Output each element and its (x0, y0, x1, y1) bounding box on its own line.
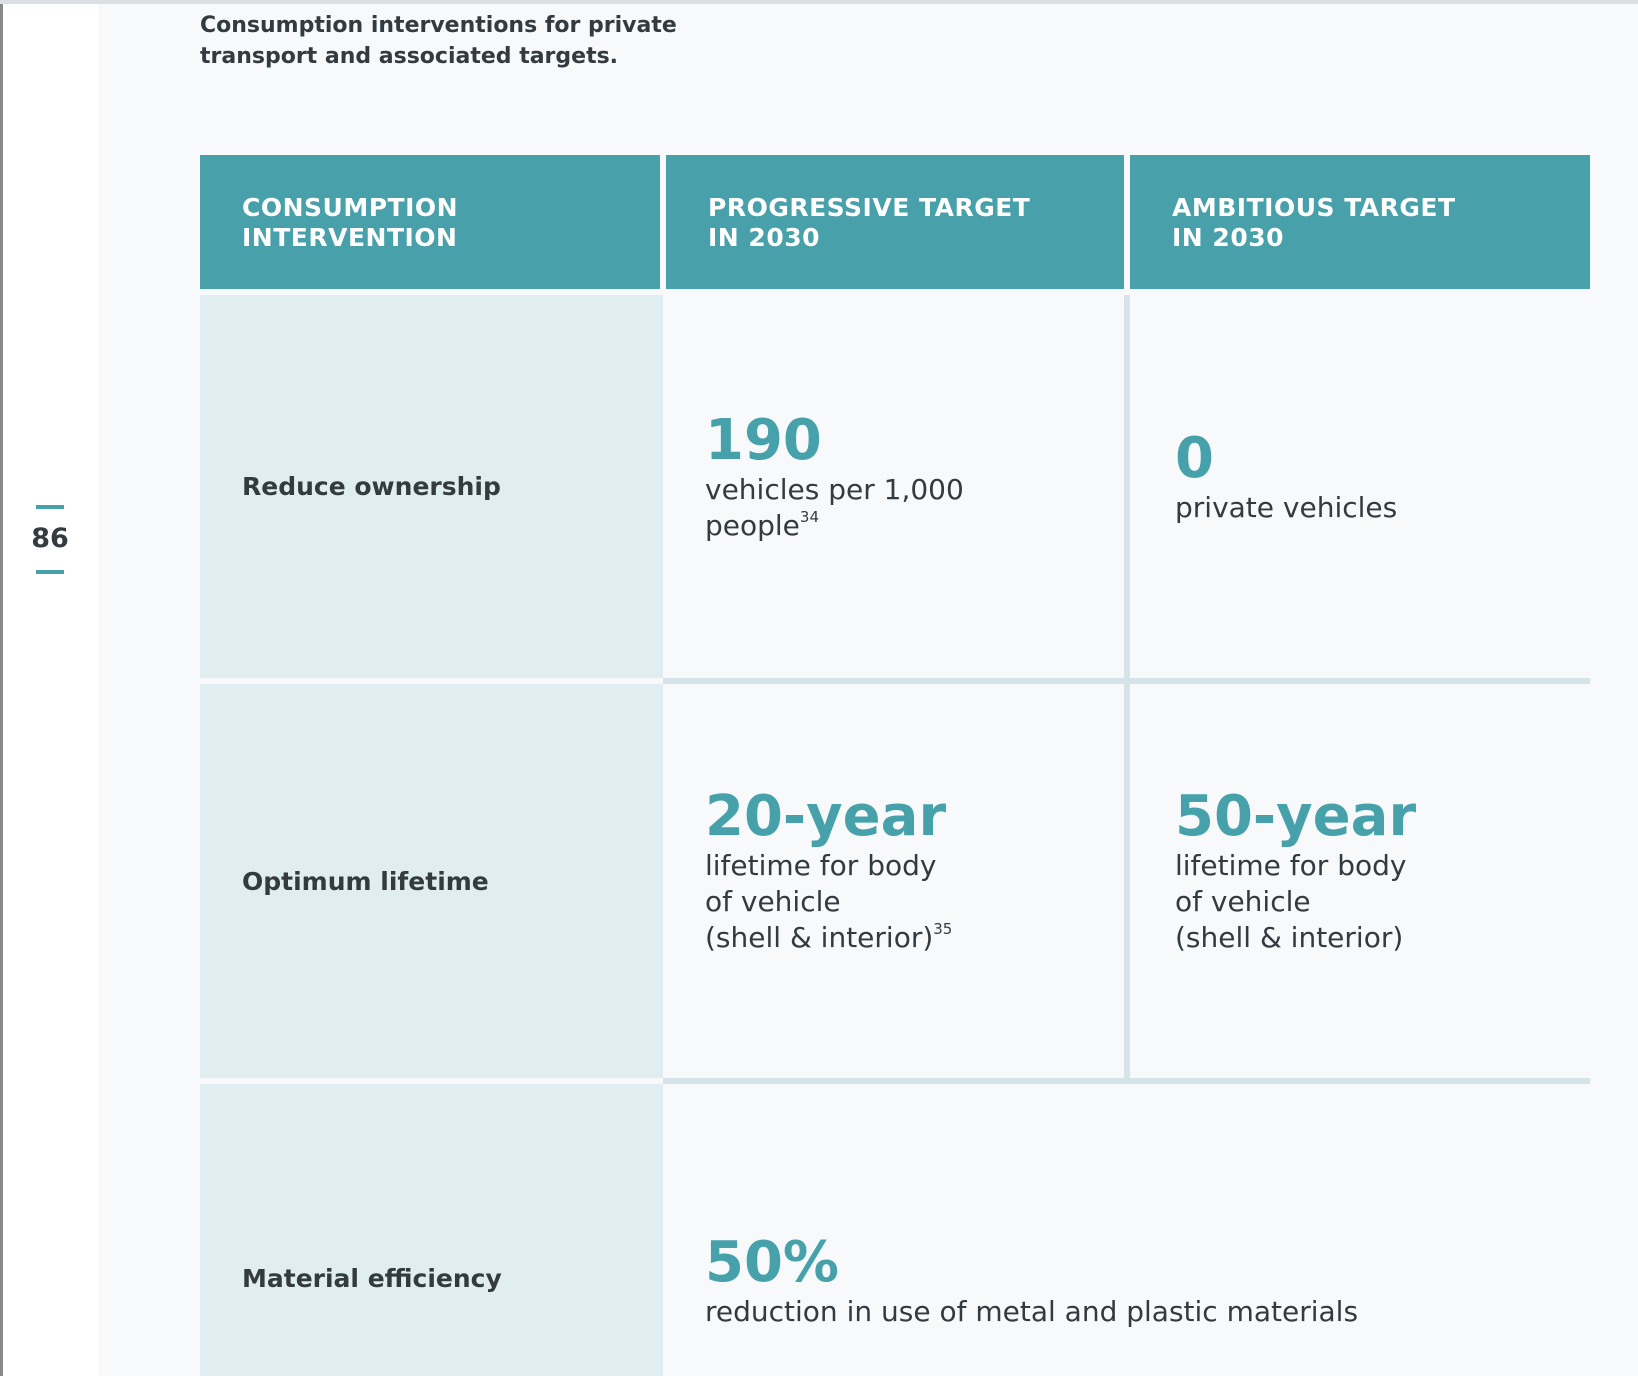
intervention-label: Optimum lifetime (242, 866, 489, 896)
page-number-marker (30, 505, 70, 574)
header-label: CONSUMPTION INTERVENTION (242, 193, 459, 252)
target-description (705, 848, 1127, 956)
target-value: 190 (705, 407, 822, 473)
header-consumption-intervention (200, 155, 660, 289)
progressive-target-cell (663, 684, 1127, 1078)
progressive-target-cell (663, 295, 1127, 678)
caption-text: Consumption interventions for private transport and associated targets. (200, 13, 677, 69)
top-divider (0, 0, 1638, 4)
description-line: reduction in use of metal and plastic materials (705, 1295, 1359, 1328)
description-line: lifetime for body (1175, 849, 1407, 882)
page-margin (0, 0, 98, 1376)
target-value: 0 (1175, 425, 1214, 491)
header-progressive-target (666, 155, 1124, 289)
page-number: 86 (31, 523, 69, 554)
row-divider (663, 1078, 1590, 1084)
description-line: (shell & interior) (1175, 921, 1404, 954)
page-number-dash-bottom (36, 570, 64, 574)
intervention-reduce-ownership (200, 295, 663, 678)
header-label: PROGRESSIVE TARGET IN 2030 (708, 193, 1031, 252)
description-line: private vehicles (1175, 490, 1398, 524)
target-description (705, 472, 1127, 544)
intervention-material-efficiency (200, 1084, 663, 1376)
description-line: of vehicle (705, 885, 841, 918)
description-line: lifetime for body (705, 849, 937, 882)
ambitious-target-cell (1133, 684, 1590, 1078)
footnote-ref[interactable]: 34 (799, 507, 820, 526)
target-description (1175, 490, 1590, 526)
footnote-ref[interactable]: 35 (933, 920, 953, 938)
description-line-with-footnote (705, 508, 1127, 544)
intervention-label: Reduce ownership (242, 472, 501, 501)
row-divider (663, 678, 1590, 684)
table-caption (200, 10, 800, 72)
combined-target-cell (663, 1084, 1590, 1376)
description-line: vehicles per 1,000 (705, 472, 964, 506)
header-label: AMBITIOUS TARGET IN 2030 (1172, 193, 1456, 252)
page-number-dash-top (36, 505, 64, 509)
description-line: of vehicle (1175, 885, 1311, 918)
target-value: 20-year (705, 784, 947, 849)
description-line-with-footnote (705, 920, 1127, 956)
ambitious-target-cell (1133, 295, 1590, 678)
target-value: 50% (705, 1230, 840, 1295)
column-divider (1124, 295, 1130, 1078)
target-description (1175, 848, 1590, 956)
description-line: (shell & interior) (705, 921, 934, 954)
targets-table (200, 155, 1590, 1376)
description-line: people (705, 508, 800, 542)
intervention-label: Material efficiency (242, 1264, 502, 1293)
target-value: 50-year (1175, 784, 1417, 849)
target-description (705, 1294, 1590, 1330)
header-ambitious-target (1130, 155, 1590, 289)
intervention-optimum-lifetime (200, 684, 663, 1078)
